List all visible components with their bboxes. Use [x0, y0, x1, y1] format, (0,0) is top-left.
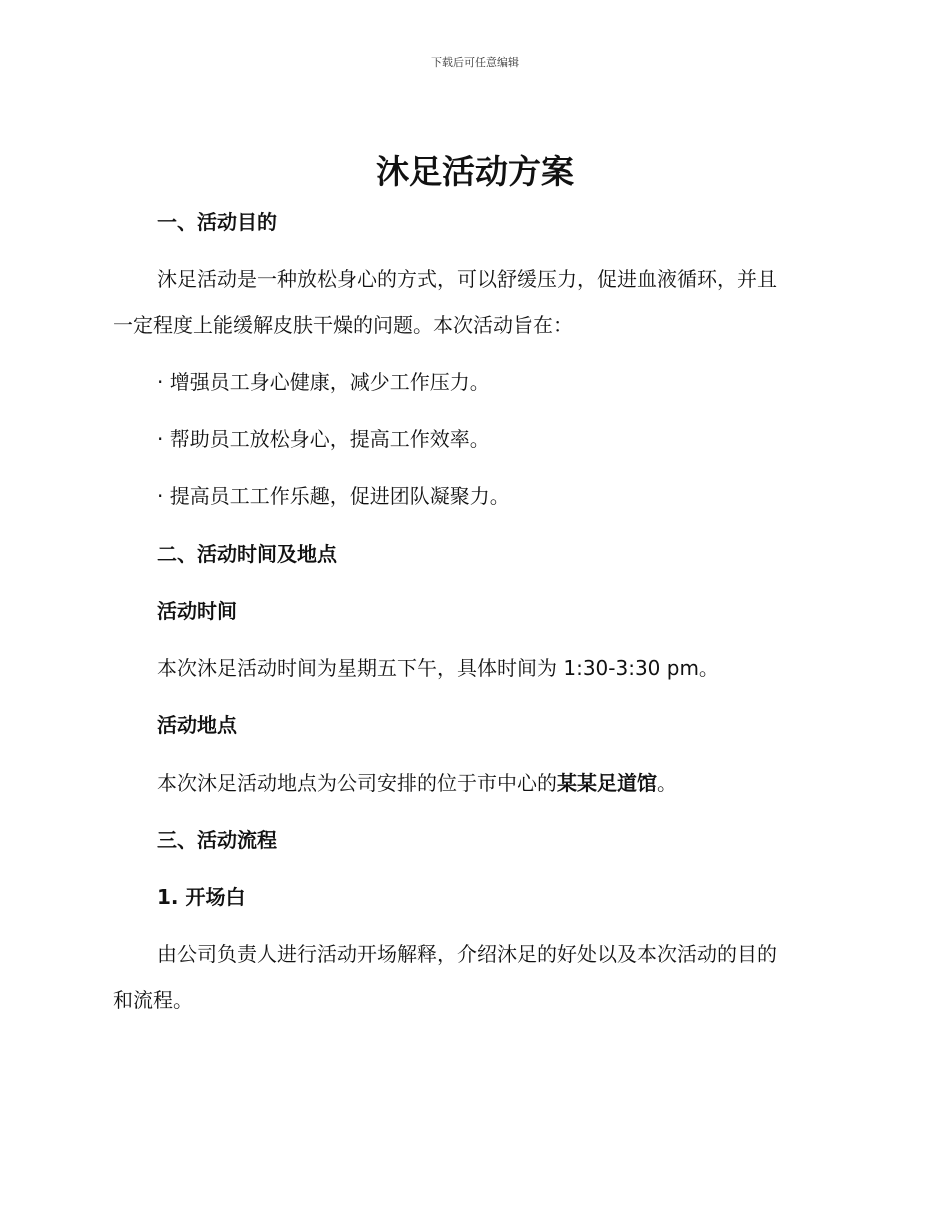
header-note: 下载后可任意编辑: [431, 56, 519, 69]
venue-name: 某某足道馆: [557, 771, 657, 795]
purpose-bullet-2: · 帮助员工放松身心，提高工作效率。: [157, 427, 490, 451]
section-heading-purpose: 一、活动目的: [157, 210, 277, 234]
place-text: [157, 769, 677, 797]
purpose-bullet-3: · 提高员工工作乐趣，促进团队凝聚力。: [157, 484, 510, 508]
purpose-paragraph-line-2: 一定程度上能缓解皮肤干燥的问题。本次活动旨在：: [113, 313, 573, 337]
section-heading-time-place: 二、活动时间及地点: [157, 542, 337, 566]
section-heading-process: 三、活动流程: [157, 828, 277, 852]
place-text-prefix: 本次沐足活动地点为公司安排的位于市中心的: [157, 771, 557, 795]
subheading-time: 活动时间: [157, 599, 237, 623]
step1-heading: 1. 开场白: [157, 885, 246, 909]
purpose-paragraph-line-1: 沐足活动是一种放松身心的方式，可以舒缓压力，促进血液循环，并且: [157, 267, 777, 291]
document-title: 沐足活动方案: [376, 152, 574, 191]
step1-paragraph-line-1: 由公司负责人进行活动开场解释，介绍沐足的好处以及本次活动的目的: [157, 942, 777, 966]
place-text-suffix: 。: [657, 771, 677, 795]
purpose-bullet-1: · 增强员工身心健康，减少工作压力。: [157, 370, 490, 394]
time-text: 本次沐足活动时间为星期五下午，具体时间为 1:30-3:30 pm。: [157, 656, 719, 680]
step1-paragraph-line-2: 和流程。: [113, 988, 193, 1012]
subheading-place: 活动地点: [157, 713, 237, 737]
